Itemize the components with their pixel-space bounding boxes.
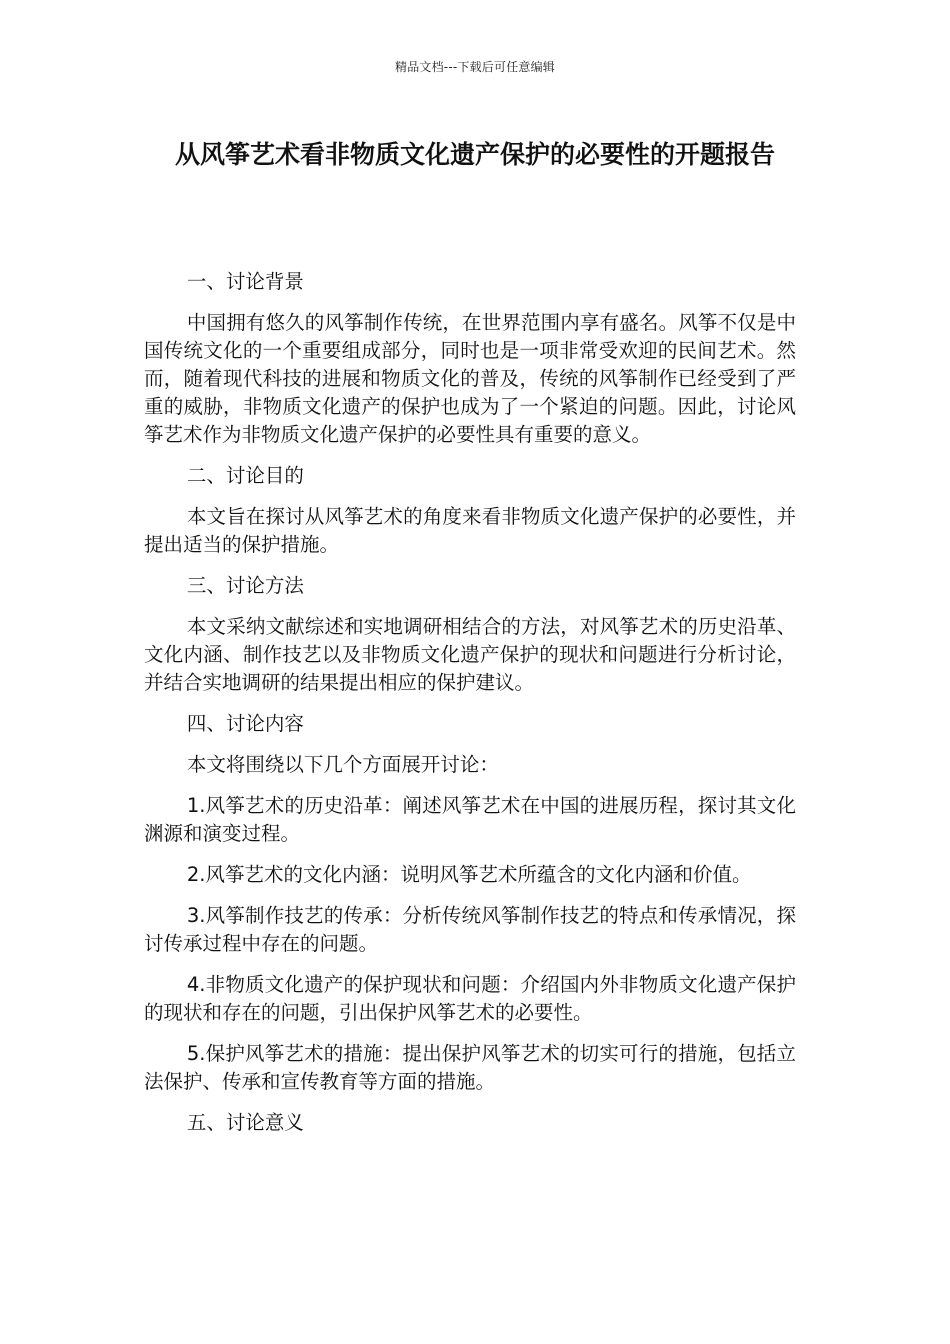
header-note: 精品文档---下载后可任意编辑 [395,60,555,74]
purpose-paragraph: 本文旨在探讨从风筝艺术的角度来看非物质文化遗产保护的必要性，并提出适当的保护措施。 [144,505,796,556]
content-item-2: 2.风筝艺术的文化内涵：说明风筝艺术所蕴含的文化内涵和价值。 [186,863,752,886]
section-heading-background: 一、讨论背景 [186,270,304,293]
section-heading-significance: 五、讨论意义 [186,1111,304,1134]
section-heading-method: 三、讨论方法 [186,574,304,597]
background-paragraph: 中国拥有悠久的风筝制作传统，在世界范围内享有盛名。风筝不仅是中国传统文化的一个重要组成部分，同时也是一项非常受欢迎的民间艺术。然而，随着现代科技的进展和物质文化的普及，传统的风筝制作已经受到了严重的威胁，非物质文化遗产的保护也成为了一个紧迫的问题。因此，讨论风筝艺术作为非物质文化遗产保护的必要性具有重要的意义。 [144,311,796,446]
section-heading-purpose: 二、讨论目的 [186,464,304,487]
document-title: 从风筝艺术看非物质文化遗产保护的必要性的开题报告 [174,140,775,169]
content-intro: 本文将围绕以下几个方面展开讨论： [186,753,499,776]
method-paragraph: 本文采纳文献综述和实地调研相结合的方法，对风筝艺术的历史沿革、文化内涵、制作技艺以及非物质文化遗产保护的现状和问题进行分析讨论，并结合实地调研的结果提出相应的保护建议。 [144,615,796,694]
section-heading-content: 四、讨论内容 [186,712,304,735]
document-body [144,268,796,1150]
content-item-1: 1.风筝艺术的历史沿革：阐述风筝艺术在中国的进展历程，探讨其文化渊源和演变过程。 [144,794,796,845]
content-item-5: 5.保护风筝艺术的措施：提出保护风筝艺术的切实可行的措施，包括立法保护、传承和宣传教育等方面的措施。 [144,1042,796,1093]
content-item-3: 3.风筝制作技艺的传承：分析传统风筝制作技艺的特点和传承情况，探讨传承过程中存在的问题。 [144,904,796,955]
content-item-4: 4.非物质文化遗产的保护现状和问题：介绍国内外非物质文化遗产保护的现状和存在的问题，引出保护风筝艺术的必要性。 [144,973,796,1024]
